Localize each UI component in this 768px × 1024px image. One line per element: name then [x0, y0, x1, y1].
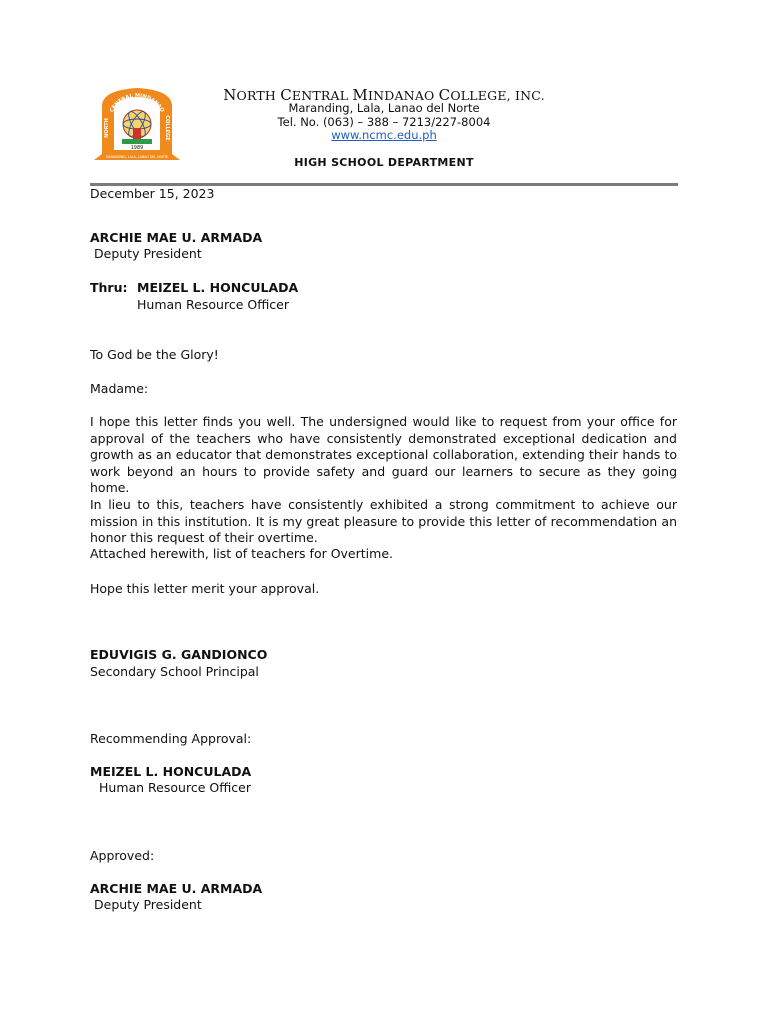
recommender-name: MEIZEL L. HONCULADA — [90, 764, 252, 779]
approver-name: ARCHIE MAE U. ARMADA — [90, 881, 263, 896]
salutation: Madame: — [90, 381, 149, 396]
logo-year: 1989 — [130, 145, 144, 151]
department-name: HIGH SCHOOL DEPARTMENT — [294, 156, 474, 169]
logo-ring-left: NORTH — [104, 118, 110, 138]
closing-line: Hope this letter merit your approval. — [90, 581, 320, 596]
letter-date: December 15, 2023 — [90, 186, 215, 201]
school-phone: Tel. No. (063) – 388 – 7213/227-8004 — [277, 115, 491, 129]
school-name: NORTH CENTRAL MINDANAO COLLEGE, INC. — [223, 86, 545, 104]
signatory-title: Secondary School Principal — [90, 664, 259, 679]
body-paragraph-1: I hope this letter finds you well. The undersigned would like to request from your office for approval of the teachers who have consistently demonstrated exceptional dedication and growth as an educator that demonstrates exceptional collaboration, extending their hands to work beyond an hours to provide safety and guard our learners to secure as they going home. — [90, 414, 677, 495]
logo-ring-right: COLLEGE — [164, 115, 170, 141]
signatory-name: EDUVIGIS G. GANDIONCO — [90, 647, 268, 662]
logo-ring-top: CENTRAL MINDANAO — [108, 92, 166, 114]
svg-text:COLLEGE — [164, 115, 170, 141]
approved-label: Approved: — [90, 848, 155, 863]
addressee-title: Deputy President — [94, 246, 202, 261]
body-paragraph-2: In lieu to this, teachers have consistently exhibited a strong commitment to achieve our mission in this institution. It is my great pleasure to provide this letter of recommendation an honor this request of their overtime. — [90, 497, 677, 545]
motto: To God be the Glory! — [90, 347, 219, 362]
logo-ring-bottom: MARANDING, LALA, LANAO DEL NORTE — [105, 155, 169, 159]
thru-name: MEIZEL L. HONCULADA — [137, 280, 299, 295]
thru-title: Human Resource Officer — [137, 297, 289, 312]
school-logo — [92, 84, 182, 168]
approver-title: Deputy President — [94, 897, 202, 912]
addressee-name: ARCHIE MAE U. ARMADA — [90, 230, 263, 245]
svg-text:NORTH — [104, 118, 110, 138]
thru-label: Thru: — [90, 280, 128, 295]
recommender-title: Human Resource Officer — [99, 780, 251, 795]
attached-note: Attached herewith, list of teachers for Overtime. — [90, 546, 393, 561]
recommending-label: Recommending Approval: — [90, 731, 252, 746]
school-address: Maranding, Lala, Lanao del Norte — [288, 101, 480, 115]
school-website-link[interactable]: www.ncmc.edu.ph — [331, 128, 437, 142]
